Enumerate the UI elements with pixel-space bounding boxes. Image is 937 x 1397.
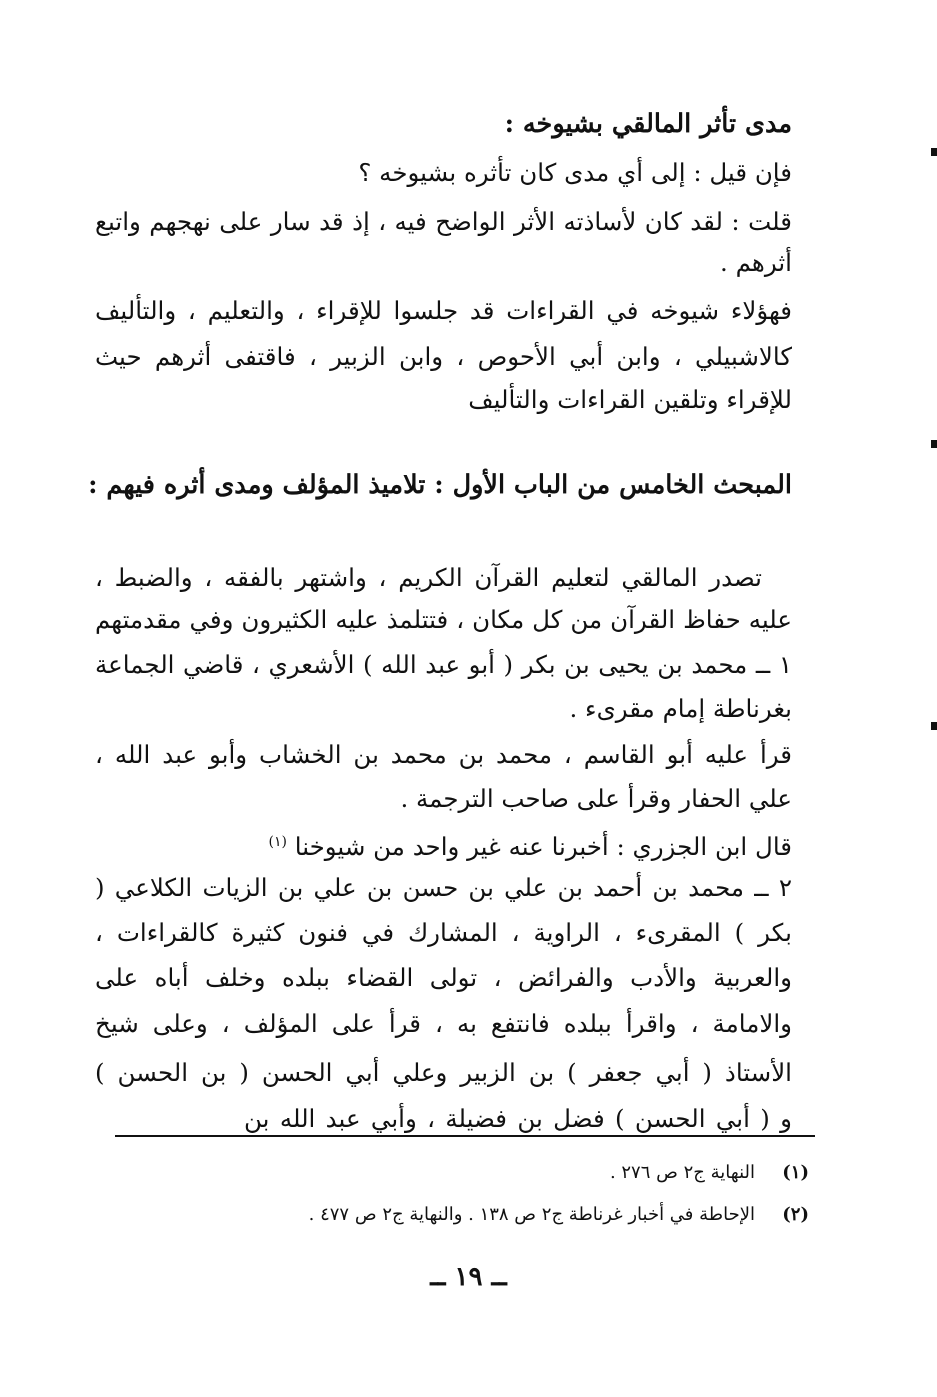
section-heading-students: المبحث الخامس من الباب الأول : تلاميذ المؤلف ومدى أثره فيهم : (88, 470, 792, 500)
paragraph-first-line: تصدر المالقي لتعليم القرآن الكريم ، واشتهر بالفقه ، والضبط ، (95, 563, 762, 592)
book-page (88, 0, 792, 1397)
text-line: قلت : لقد كان لأساذته الأثر الواضح فيه ، إذ قد سار على نهجهم واتبع (95, 207, 792, 236)
footnote-separator (115, 1135, 815, 1137)
text-line: علي الحفار وقرأ على صاحب الترجمة . (400, 784, 792, 813)
text-line: والامامة ، واقرأ ببلده فانتفع به ، قرأ على المؤلف ، وعلى شيخ (95, 1009, 792, 1038)
text-line: عليه حفاظ القرآن من كل مكان ، فتتلمذ عليه الكثيرون وفي مقدمتهم (95, 605, 792, 634)
section-heading-influence: مدى تأثر المالقي بشيوخه : (504, 109, 792, 139)
text-line: قال ابن الجزري : أخبرنا عنه غير واحد من شيوخنا (294, 832, 792, 862)
scan-mark (931, 440, 937, 448)
text-line: فإن قيل : إلى أي مدى كان تأثره بشيوخه ؟ (358, 158, 792, 187)
list-item-2: ٢ ــ محمد بن أحمد بن علي بن حسن بن علي بن الزيات الكلاعي ( (95, 873, 792, 902)
text-line: بكر ) المقرىء ، الراوية ، المشارك في فنون كثيرة كالقراءات ، (95, 918, 792, 947)
text-line: أثرهم . (720, 248, 792, 277)
footnote-number: (٢) (782, 1204, 809, 1225)
footnote-text: النهاية ج٢ ص ٢٧٦ . (609, 1162, 755, 1183)
text-line: للإقراء وتلقين القراءات والتأليف (468, 385, 792, 414)
scan-mark (931, 148, 937, 156)
text-line: و ( أبي الحسن ) فضل بن فضيلة ، وأبي عبد الله بن (244, 1104, 792, 1133)
footnote-reference: (١) (268, 834, 287, 850)
page-number: ــ ١٩ ــ (430, 1262, 507, 1292)
footnote-number: (١) (782, 1162, 809, 1183)
list-item-1: ١ ــ محمد بن يحيى بن بكر ( أبو عبد الله ) الأشعري ، قاضي الجماعة (95, 650, 792, 679)
text-line: بغرناطة إمام مقرىء . (569, 694, 792, 723)
scan-mark (931, 722, 937, 730)
text-line: فهؤلاء شيوخه في القراءات قد جلسوا للإقراء ، والتعليم ، والتأليف (95, 296, 792, 325)
text-line: الأستاذ ( أبي جعفر ) بن الزبير وعلي أبي الحسن ( بن الحسن ) (95, 1058, 792, 1087)
text-line-with-note (269, 822, 793, 862)
text-line: والعربية والأدب والفرائض ، تولى القضاء ببلده وخلف أباه على (95, 963, 792, 992)
footnote-text: الإحاطة في أخبار غرناطة ج٢ ص ١٣٨ . والنهاية ج٢ ص ٤٧٧ . (308, 1204, 755, 1225)
text-line: قرأ عليه أبو القاسم ، محمد بن محمد بن الخشاب وأبو عبد الله ، (95, 740, 792, 769)
text-line: كالاشبيلي ، وابن أبي الأحوص ، وابن الزبير ، فاقتفى أثرهم حيث (95, 342, 792, 371)
